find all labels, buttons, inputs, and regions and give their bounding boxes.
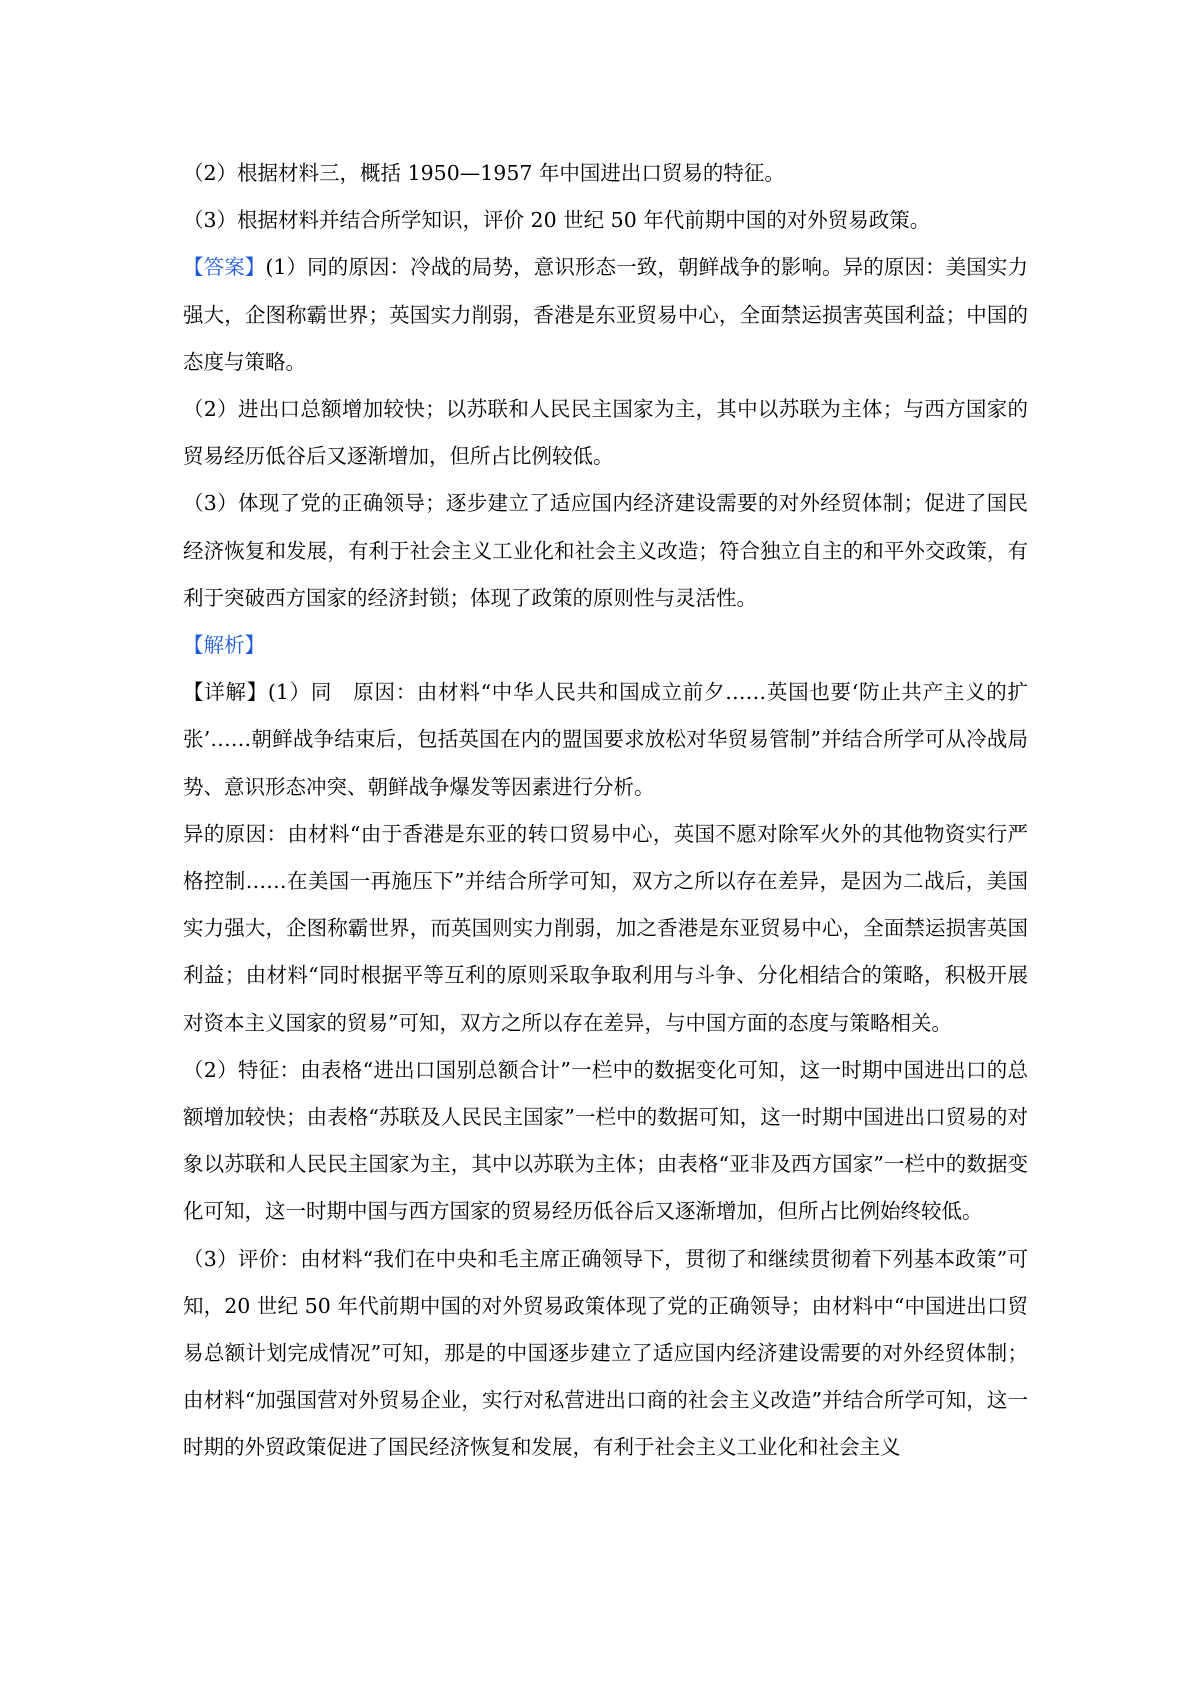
question-text: 根据材料并结合所学知识，评价 20 世纪 50 年代前期中国的对外贸易政策。 <box>237 208 931 233</box>
question-number: （3） <box>183 208 238 233</box>
analysis-label: 【解析】 <box>183 633 265 658</box>
answer-part-3: （3）体现了党的正确领导；逐步建立了适应国内经济建设需要的对外经贸体制；促进了国民经济恢复和发展，有利于社会主义工业化和社会主义改造；符合独立自主的和平外交政策，有利于突破西方国家的经济封锁；体现了政策的原则性与灵活性。 <box>183 491 1028 610</box>
answer-label: 【答案】 <box>183 255 266 280</box>
document-page <box>183 150 1028 1472</box>
question-number: （2） <box>183 161 238 185</box>
analysis-heading <box>183 622 1028 669</box>
answer-part-1 <box>183 244 1028 386</box>
detail-label: 【详解】 <box>183 680 268 705</box>
answer-text: (1）同的原因：冷战的局势，意识形态一致，朝鲜战争的影响。异的原因：美国实力强大，企图称霸世界；英国实力削弱，香港是东亚贸易中心，全面禁运损害英国利益；中国的态度与策略。 <box>183 255 1029 374</box>
detail-part-1-difference: 异的原因：由材料“由于香港是东亚的转口贸易中心，英国不愿对除军火外的其他物资实行严格控制……在美国一再施压下”并结合所学可知，双方之所以存在差异，是因为二战后，美国实力强大，企图称霸世界，而英国则实力削弱，加之香港是东亚贸易中心，全面禁运损害英国利益；由材料“同时根据平等互利的原则采取争取利用与斗争、分化相结合的策略，积极开展对资本主义国家的贸易”可知，双方之所以存在差异，与中国方面的态度与策略相关。 <box>183 821 1028 1035</box>
question-text: 根据材料三，概括 1950—1957 年中国进出口贸易的特征。 <box>237 161 785 185</box>
question-3 <box>183 197 1028 244</box>
detail-text: (1）同 原因：由材料“中华人民共和国成立前夕……英国也要‘防止共产主义的扩张’……朝鲜战争结束后，包括英国在内的盟国要求放松对华贸易管制”并结合所学可从冷战局势、意识形态冲突、朝鲜战争爆发等因素进行分析。 <box>183 680 1028 799</box>
detail-part-3: （3）评价：由材料“我们在中央和毛主席正确领导下，贯彻了和继续贯彻着下列基本政策”可知，20 世纪 50 年代前期中国的对外贸易政策体现了党的正确领导；由材料中“中国进出口贸易总额计划完成情况”可知，那是的中国逐步建立了适应国内经济建设需要的对外经贸体制；由材料“加强国营对外贸易企业，实行对私营进出口商的社会主义改造”并结合所学可知，这一时期的外贸政策促进了国民经济恢复和发展，有利于社会主义工业化和社会主义 <box>183 1246 1028 1460</box>
detail-part-1 <box>183 669 1028 811</box>
answer-part-2: （2）进出口总额增加较快；以苏联和人民民主国家为主，其中以苏联为主体；与西方国家的贸易经历低谷后又逐渐增加，但所占比例较低。 <box>183 397 1028 469</box>
question-2 <box>183 150 1028 197</box>
detail-part-2: （2）特征：由表格“进出口国别总额合计”一栏中的数据变化可知，这一时期中国进出口的总额增加较快；由表格“苏联及人民民主国家”一栏中的数据可知，这一时期中国进出口贸易的对象以苏联和人民民主国家为主，其中以苏联为主体；由表格“亚非及西方国家”一栏中的数据变化可知，这一时期中国与西方国家的贸易经历低谷后又逐渐增加，但所占比例始终较低。 <box>183 1057 1028 1224</box>
